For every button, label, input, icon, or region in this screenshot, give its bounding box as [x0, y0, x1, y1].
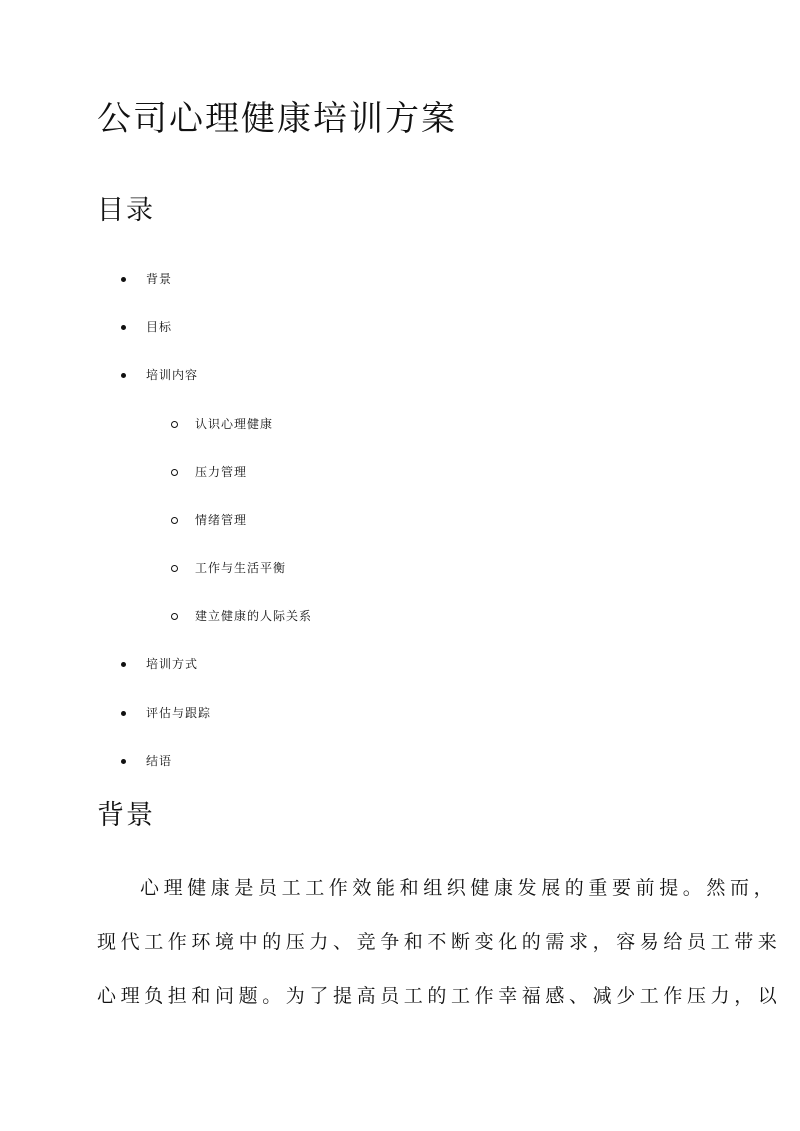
bullet-dot-icon — [121, 759, 126, 764]
toc-item-goals — [119, 317, 172, 337]
toc-item-label: 培训方式 — [146, 657, 199, 671]
toc-item-label: 情绪管理 — [195, 513, 248, 527]
toc-item-evaluation — [119, 703, 211, 723]
toc-item-training-content — [119, 365, 198, 385]
bullet-circle-icon — [171, 421, 178, 428]
toc-item-label: 结语 — [146, 754, 173, 768]
toc-item-label: 建立健康的人际关系 — [195, 609, 313, 623]
toc-item-background — [119, 269, 172, 289]
bullet-dot-icon — [121, 277, 126, 282]
toc-subitem-relationships — [170, 606, 312, 626]
bullet-circle-icon — [171, 565, 178, 572]
background-heading: 背景 — [97, 800, 155, 831]
toc-item-training-method — [119, 654, 198, 674]
toc-subitem-emotion-management — [170, 510, 247, 530]
bullet-dot-icon — [121, 325, 126, 330]
paragraph-line: 现代工作环境中的压力、竞争和不断变化的需求，容易给员工带来 — [97, 931, 782, 953]
bullet-circle-icon — [171, 517, 178, 524]
toc-item-label: 培训内容 — [146, 368, 199, 382]
toc-subitem-stress-management — [170, 462, 247, 482]
toc-item-label: 认识心理健康 — [195, 417, 274, 431]
bullet-circle-icon — [171, 613, 178, 620]
paragraph-line: 心理负担和问题。为了提高员工的工作幸福感、减少工作压力，以 — [97, 985, 782, 1007]
toc-item-label: 工作与生活平衡 — [195, 561, 287, 575]
toc-item-label: 目标 — [146, 320, 173, 334]
bullet-dot-icon — [121, 711, 126, 716]
toc-heading: 目录 — [97, 195, 155, 226]
toc-subitem-work-life-balance — [170, 558, 286, 578]
bullet-circle-icon — [171, 469, 178, 476]
toc-item-conclusion — [119, 751, 172, 771]
bullet-dot-icon — [121, 662, 126, 667]
toc-item-label: 评估与跟踪 — [146, 706, 212, 720]
toc-item-label: 背景 — [146, 272, 173, 286]
document-title: 公司心理健康培训方案 — [97, 99, 457, 139]
bullet-dot-icon — [121, 373, 126, 378]
toc-subitem-understand-mental-health — [170, 414, 273, 434]
toc-item-label: 压力管理 — [195, 465, 248, 479]
paragraph-line: 心理健康是员工工作效能和组织健康发展的重要前提。然而， — [140, 877, 778, 899]
